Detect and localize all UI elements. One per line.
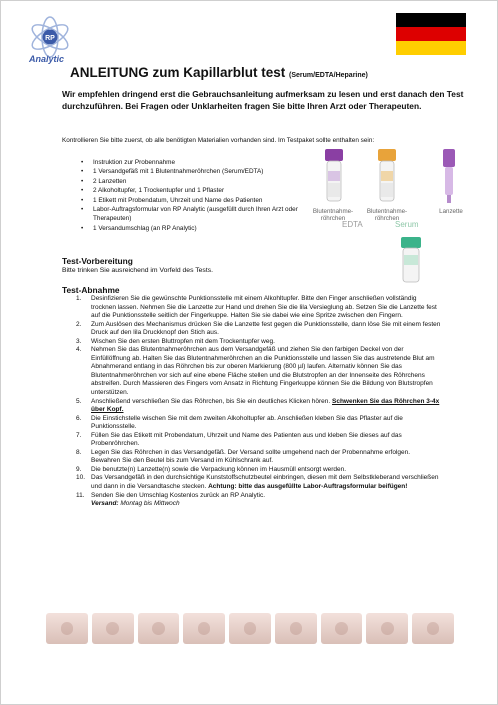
step-item bbox=[76, 398, 441, 415]
step-item bbox=[76, 295, 441, 321]
logo-text: Analytic bbox=[29, 54, 65, 64]
instruction-photo-strip bbox=[46, 613, 454, 644]
german-flag-icon bbox=[396, 13, 466, 55]
instruction-photo bbox=[321, 613, 363, 644]
edta-tube-label: Blutentnahme-röhrchen bbox=[312, 208, 354, 222]
instruction-photo bbox=[275, 613, 317, 644]
step-text: Zum Auslösen des Mechanismus drücken Sie die Lanzette fest gegen die Punktionsstelle, dann löse Sie mit einem festen Druck auf den lila Druckknopf den Stich aus. bbox=[91, 320, 441, 337]
instruction-photo bbox=[46, 613, 88, 644]
step-number: 1. bbox=[76, 295, 82, 302]
step-text: Anschließend verschließen Sie das Röhrchen, bis Sie ein deutliches Klicken hören. bbox=[91, 397, 332, 405]
step-text: Senden Sie den Umschlag Kostenlos zurück an RP Analytic. bbox=[91, 491, 266, 499]
materials-list bbox=[81, 158, 306, 233]
step-item bbox=[76, 492, 441, 509]
edta-label: EDTA bbox=[342, 220, 363, 229]
material-item: • 1 Versandumschlag (an RP Analytic) bbox=[81, 224, 306, 233]
edta-tube-image bbox=[321, 149, 347, 205]
lancet-label: Lanzette bbox=[439, 208, 463, 215]
material-item: • Labor-Auftragsformular von RP Analytic (ausgefüllt durch Ihren Arzt oder Therapeuten) bbox=[81, 205, 306, 224]
step-item bbox=[76, 321, 441, 338]
instruction-photo bbox=[229, 613, 271, 644]
title-main: ANLEITUNG zum Kapillarblut test bbox=[70, 65, 286, 80]
step-number: 7. bbox=[76, 431, 82, 439]
step-number: 3. bbox=[76, 337, 82, 345]
page-title bbox=[70, 65, 368, 80]
instruction-photo bbox=[138, 613, 180, 644]
title-suffix: (Serum/EDTA/Heparine) bbox=[289, 72, 368, 79]
intro-paragraph: Wir empfehlen dringend erst die Gebrauchsanleitung aufmerksam zu lesen und erst danach den Test durchzuführen. Bei Fragen oder Unklarheiten fragen Sie bitte Ihren Arzt oder Therapeuten. bbox=[62, 89, 464, 111]
material-item: • 1 Versandgefäß mit 1 Blutentnahmeröhrchen (Serum/EDTA) bbox=[81, 167, 306, 176]
step-item bbox=[76, 415, 441, 432]
step-item bbox=[76, 338, 441, 347]
material-item: • Instruktion zur Probennahme bbox=[81, 158, 306, 167]
lancet-image bbox=[439, 149, 459, 205]
step-emphasis: Schwenken Sie das Röhrchen 3-4x über Kopf. bbox=[91, 397, 440, 414]
step-text: Legen Sie das Röhrchen in das Versandgefäß. Der Versand sollte umgehend nach der Probennahme erfolgen. Bewahren Sie den Beutel bis zum Versand im Kühlschrank auf. bbox=[91, 448, 411, 465]
logo-initials: RP bbox=[45, 35, 55, 42]
versand-label: Versand: bbox=[91, 500, 119, 508]
step-item bbox=[76, 346, 441, 397]
step-number: 8. bbox=[76, 448, 82, 456]
flag-stripe-red bbox=[396, 27, 466, 41]
step-number: 9. bbox=[76, 465, 82, 473]
abnahme-heading: Test-Abnahme bbox=[62, 285, 120, 295]
material-item: • 2 Lanzetten bbox=[81, 177, 306, 186]
step-number: 11. bbox=[76, 491, 85, 499]
vorbereitung-text: Bitte trinken Sie ausreichend im Vorfeld des Tests. bbox=[62, 267, 213, 274]
instruction-photo bbox=[366, 613, 408, 644]
step-text: Die Einstichstelle wischen Sie mit dem zweiten Alkoholtupfer ab. Anschließen kleben Sie das Pflaster auf die Punktionsstelle. bbox=[91, 414, 403, 431]
material-item: • 2 Alkoholtupfer, 1 Trockentupfer und 1 Pflaster bbox=[81, 186, 306, 195]
step-item bbox=[76, 466, 441, 475]
serum-label: Serum bbox=[395, 220, 419, 229]
step-text: Desinfizieren Sie die gewünschte Punktionsstelle mit einem Alkohltupfer. Bitte den Finger anschließen vollständig trocknen lassen. Nehmen Sie die Lanzette zur Hand und drehen Sie die lila Versieglung ab. Setzen Sie die Lanzette fest auf die Punktionsstelle seitlich der Fingerkuppe. Halten Sie sie dabei wie eine Spritze zwischen den Fingern. bbox=[91, 295, 437, 320]
vorbereitung-heading: Test-Vorbereitung bbox=[62, 256, 133, 266]
serum-tube-image bbox=[374, 149, 400, 205]
step-text: Nehmen Sie das Blutentnahmeröhrchen aus dem Versandgefäß und ziehen Sie den farbigen Deckel von der Einfüllöffnung ab. Halten Sie das Blutentnahmeröhrchen an die Punktionsstelle und lassen Sie das austretende Blut am Abnahmerand entlang in das Röhrchen bis zur oberen Markierung (800 µl) laufen. Alternativ können Sie das Blutentnahmeröhrchen vor sich auf eine ebene Fläche stellen und die Blutstropfen an der Innenseite des Röhrchens abstreifen. Durch Massieren des Fingers vom Ansatz in Richtung Fingerkuppe können Sie die Bildung von Blutstropfen unterstützen. bbox=[91, 346, 435, 397]
green-tube-image bbox=[397, 237, 425, 285]
step-text: Wischen Sie den ersten Bluttropfen mit dem Trockentupfer weg. bbox=[91, 337, 275, 345]
flag-stripe-black bbox=[396, 13, 466, 27]
step-item bbox=[76, 432, 441, 449]
instruction-photo bbox=[412, 613, 454, 644]
check-paragraph: Kontrollieren Sie bitte zuerst, ob alle benötigten Materialien vorhanden sind. Im Testpaket sollte enthalten sein: bbox=[62, 137, 375, 144]
step-number: 6. bbox=[76, 414, 82, 422]
material-item: • 1 Etikett mit Probendatum, Uhrzeit und Name des Patienten bbox=[81, 196, 306, 205]
step-item bbox=[76, 474, 441, 491]
step-text: Das Versandgefäß in den durchsichtige Kunststoffschutzbeutel einbringen, diesen mit dem Selbstkleberand verschließen und dann in die Versandtasche stecken. bbox=[91, 474, 439, 491]
step-text: Die benutzte(n) Lanzette(n) sowie die Verpackung können im Hausmüll entsorgt werden. bbox=[91, 465, 347, 473]
instruction-photo bbox=[92, 613, 134, 644]
steps-list bbox=[76, 295, 441, 509]
step-item bbox=[76, 449, 441, 466]
step-number: 5. bbox=[76, 397, 82, 405]
step-text: Füllen Sie das Etikett mit Probendatum, Uhrzeit und Name des Patienten aus und kleben Sie dieses auf das Probenröhrchen. bbox=[91, 431, 402, 448]
versand-text: Montag bis Mittwoch bbox=[118, 500, 180, 508]
flag-stripe-gold bbox=[396, 41, 466, 55]
step-number: 10. bbox=[76, 474, 86, 482]
serum-tube-label: Blutentnahme-röhrchen bbox=[366, 208, 408, 222]
step-number: 2. bbox=[76, 320, 82, 328]
step-emphasis: Achtung: bitte das ausgefüllte Labor-Auftragsformular beifügen! bbox=[208, 483, 408, 491]
step-number: 4. bbox=[76, 346, 82, 354]
instruction-photo bbox=[183, 613, 225, 644]
